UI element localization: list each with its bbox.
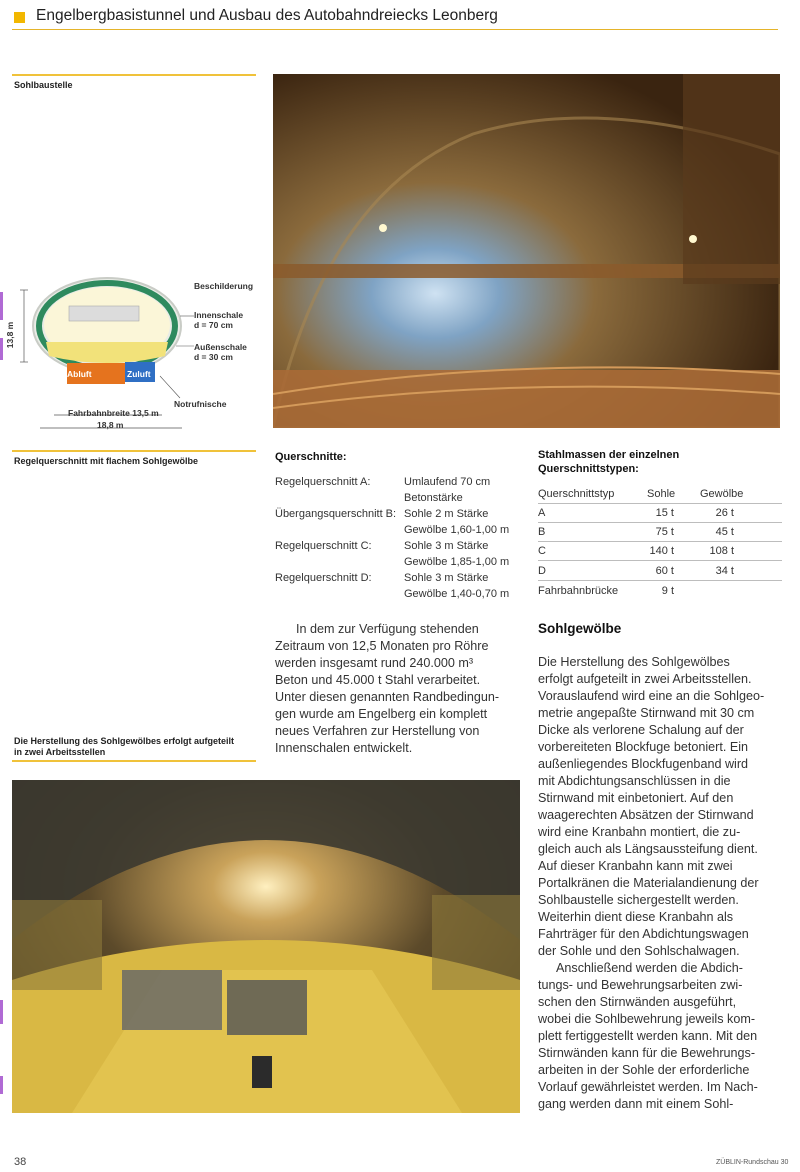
body-line: Auf dieser Kranbahn kann mit zwei	[538, 859, 733, 873]
querschnitt-label: Regelquerschnitt A:	[275, 476, 371, 488]
tunnel-photo-top	[273, 74, 780, 428]
section-heading-sohlgewoelbe: Sohlgewölbe	[538, 621, 622, 636]
body-line: waagerechten Absätzen der Stirnwand	[538, 808, 754, 822]
querschnitt-value: Sohle 3 m Stärke	[404, 572, 489, 584]
label-innenschale-d: d = 70 cm	[194, 320, 233, 330]
table-cell: 34 t	[715, 565, 734, 577]
intro-line: werden insgesamt rund 240.000 m³	[275, 656, 474, 670]
body-line: plett fertiggestellt werden kann. Mit den	[538, 1029, 758, 1043]
label-notrufnische: Notrufnische	[174, 399, 227, 409]
intro-line: neues Verfahren zur Herstellung von	[275, 724, 480, 738]
tunnel-photo-top-image	[273, 74, 780, 428]
table-cell: 45 t	[715, 526, 734, 538]
body-line: erfolgt aufgeteilt in zwei Arbeitsstellen.	[538, 672, 752, 686]
intro-line: Innenschalen entwickelt.	[275, 741, 413, 755]
header-square-icon	[14, 12, 25, 23]
table-rule	[538, 522, 782, 523]
body-line: Sohlbaustelle sichergestellt werden.	[538, 893, 739, 907]
table-cell: 108 t	[709, 545, 734, 557]
body-line: vorbereiteten Blockfuge betoniert. Ein	[538, 740, 749, 754]
body-line: wird eine Kranbahn montiert, die zu-	[538, 825, 741, 839]
caption-sohlbaustelle: Sohlbaustelle	[14, 80, 73, 90]
body-line: der Sohle und den Sohlschalwagen.	[538, 944, 740, 958]
querschnitt-value: Sohle 3 m Stärke	[404, 540, 489, 552]
querschnitt-label: Regelquerschnitt C:	[275, 540, 372, 552]
intro-line: gen wurde am Engelberg ein komplett	[275, 707, 488, 721]
label-fahrbahnbreite: Fahrbahnbreite 13,5 m	[68, 408, 159, 418]
leader-notrufnische	[160, 376, 180, 398]
querschnitt-value: Betonstärke	[404, 492, 463, 504]
body-line: Vorauslaufend wird eine an die Sohlgeo-	[538, 689, 765, 703]
table-cell: C	[538, 545, 546, 557]
intro-line: Zeitraum von 12,5 Monaten pro Röhre	[275, 639, 489, 653]
table-header-cell: Gewölbe	[700, 488, 744, 500]
querschnitte-heading: Querschnitte:	[275, 451, 347, 463]
querschnitt-label: Regelquerschnitt D:	[275, 572, 372, 584]
body-line: Portalkränen die Materialandienung der	[538, 876, 759, 890]
body-line: Vorlauf gewährleistet werden. Im Nach-	[538, 1080, 758, 1094]
intro-line: In dem zur Verfügung stehenden	[296, 622, 479, 636]
label-innenschale: Innenschale	[194, 310, 244, 320]
querschnitt-value: Gewölbe 1,85-1,00 m	[404, 556, 510, 568]
edge-mark	[0, 292, 3, 320]
table-cell: 15 t	[655, 507, 674, 519]
table-cell: 26 t	[715, 507, 734, 519]
label-height: 13,8 m	[5, 321, 16, 349]
querschnitt-value: Sohle 2 m Stärke	[404, 508, 489, 520]
body-line: arbeiten in der Sohle der erforderliche	[538, 1063, 750, 1077]
querschnitt-value: Gewölbe 1,40-0,70 m	[404, 588, 510, 600]
querschnitt-value: Umlaufend 70 cm	[404, 476, 491, 488]
table-header-cell: Querschnittstyp	[538, 488, 615, 500]
table-rule	[538, 541, 782, 542]
publication-name: ZÜBLIN-Rundschau 30	[716, 1159, 789, 1166]
table-cell: B	[538, 526, 546, 538]
body-line: Anschließend werden die Abdich-	[556, 961, 743, 975]
body-line: Stirnwänden kann für die Bewehrungs-	[538, 1046, 756, 1060]
table-cell: 140 t	[649, 545, 674, 557]
caption-herstellung: in zwei Arbeitsstellen	[14, 747, 106, 757]
body-line: Stirnwand mit einbetoniert. Auf den	[538, 791, 734, 805]
label-abluft: Abluft	[67, 369, 92, 379]
body-line: Weiterhin dient diese Kranbahn als	[538, 910, 734, 924]
page-title: Engelbergbasistunnel und Ausbau des Autobahndreiecks Leonberg	[36, 7, 498, 24]
body-line: schen den Stirnwänden ausgeführt,	[538, 995, 737, 1009]
label-beschilderung: Beschilderung	[194, 281, 254, 291]
body-line: gleich auch als Längsaussteifung dient.	[538, 842, 758, 856]
label-zuluft: Zuluft	[127, 369, 151, 379]
edge-mark	[0, 338, 3, 360]
intro-line: Unter diesen genannten Randbedingun-	[275, 690, 500, 704]
label-aussenschale: Außenschale	[194, 342, 247, 352]
label-aussenschale-d: d = 30 cm	[194, 352, 233, 362]
page-number: 38	[14, 1156, 27, 1168]
body-line: Dicke als verlorene Schalung auf der	[538, 723, 744, 737]
sign-gantry	[69, 306, 139, 321]
tunnel-photo-bottom-image	[12, 780, 520, 1113]
stahlmassen-heading: Querschnittstypen:	[538, 463, 639, 475]
body-line: metrie angepaßte Stirnwand mit 30 cm	[538, 706, 755, 720]
header-rule	[12, 29, 778, 30]
table-cell: 75 t	[655, 526, 674, 538]
stahlmassen-heading: Stahlmassen der einzelnen	[538, 449, 680, 461]
tunnel-photo-bottom	[12, 780, 520, 1113]
body-line: tungs- und Bewehrungsarbeiten zwi-	[538, 978, 743, 992]
body-line: Fahrträger für den Abdichtungswagen	[538, 927, 749, 941]
body-line: wobei die Sohlbewehrung jeweils kom-	[538, 1012, 756, 1026]
body-line: gang werden dann mit einem Sohl-	[538, 1097, 734, 1111]
querschnitt-label: Übergangsquerschnitt B:	[275, 508, 397, 520]
caption-rule	[12, 450, 256, 452]
table-cell: D	[538, 565, 546, 577]
querschnitt-value: Gewölbe 1,60-1,00 m	[404, 524, 510, 536]
body-line: Die Herstellung des Sohlgewölbes	[538, 655, 730, 669]
table-cell: 60 t	[655, 565, 674, 577]
intro-line: Beton und 45.000 t Stahl verarbeitet.	[275, 673, 481, 687]
body-line: außenliegendes Blockfugenband wird	[538, 757, 749, 771]
label-width: 18,8 m	[97, 420, 124, 430]
table-rule	[538, 560, 782, 561]
edge-mark	[0, 1076, 3, 1094]
table-cell: 9 t	[661, 585, 674, 597]
table-header-cell: Sohle	[647, 488, 676, 500]
caption-regelquerschnitt: Regelquerschnitt mit flachem Sohlgewölbe	[14, 456, 199, 466]
edge-mark	[0, 1000, 3, 1024]
caption-rule	[12, 760, 256, 762]
table-cell: Fahrbahnbrücke	[538, 585, 619, 597]
table-rule	[538, 503, 782, 504]
table-cell: A	[538, 507, 546, 519]
caption-herstellung: Die Herstellung des Sohlgewölbes erfolgt aufgeteilt	[14, 736, 235, 746]
caption-rule	[12, 74, 256, 76]
body-line: mit Abdichtungsanschlüssen in die	[538, 774, 731, 788]
table-rule	[538, 580, 782, 581]
